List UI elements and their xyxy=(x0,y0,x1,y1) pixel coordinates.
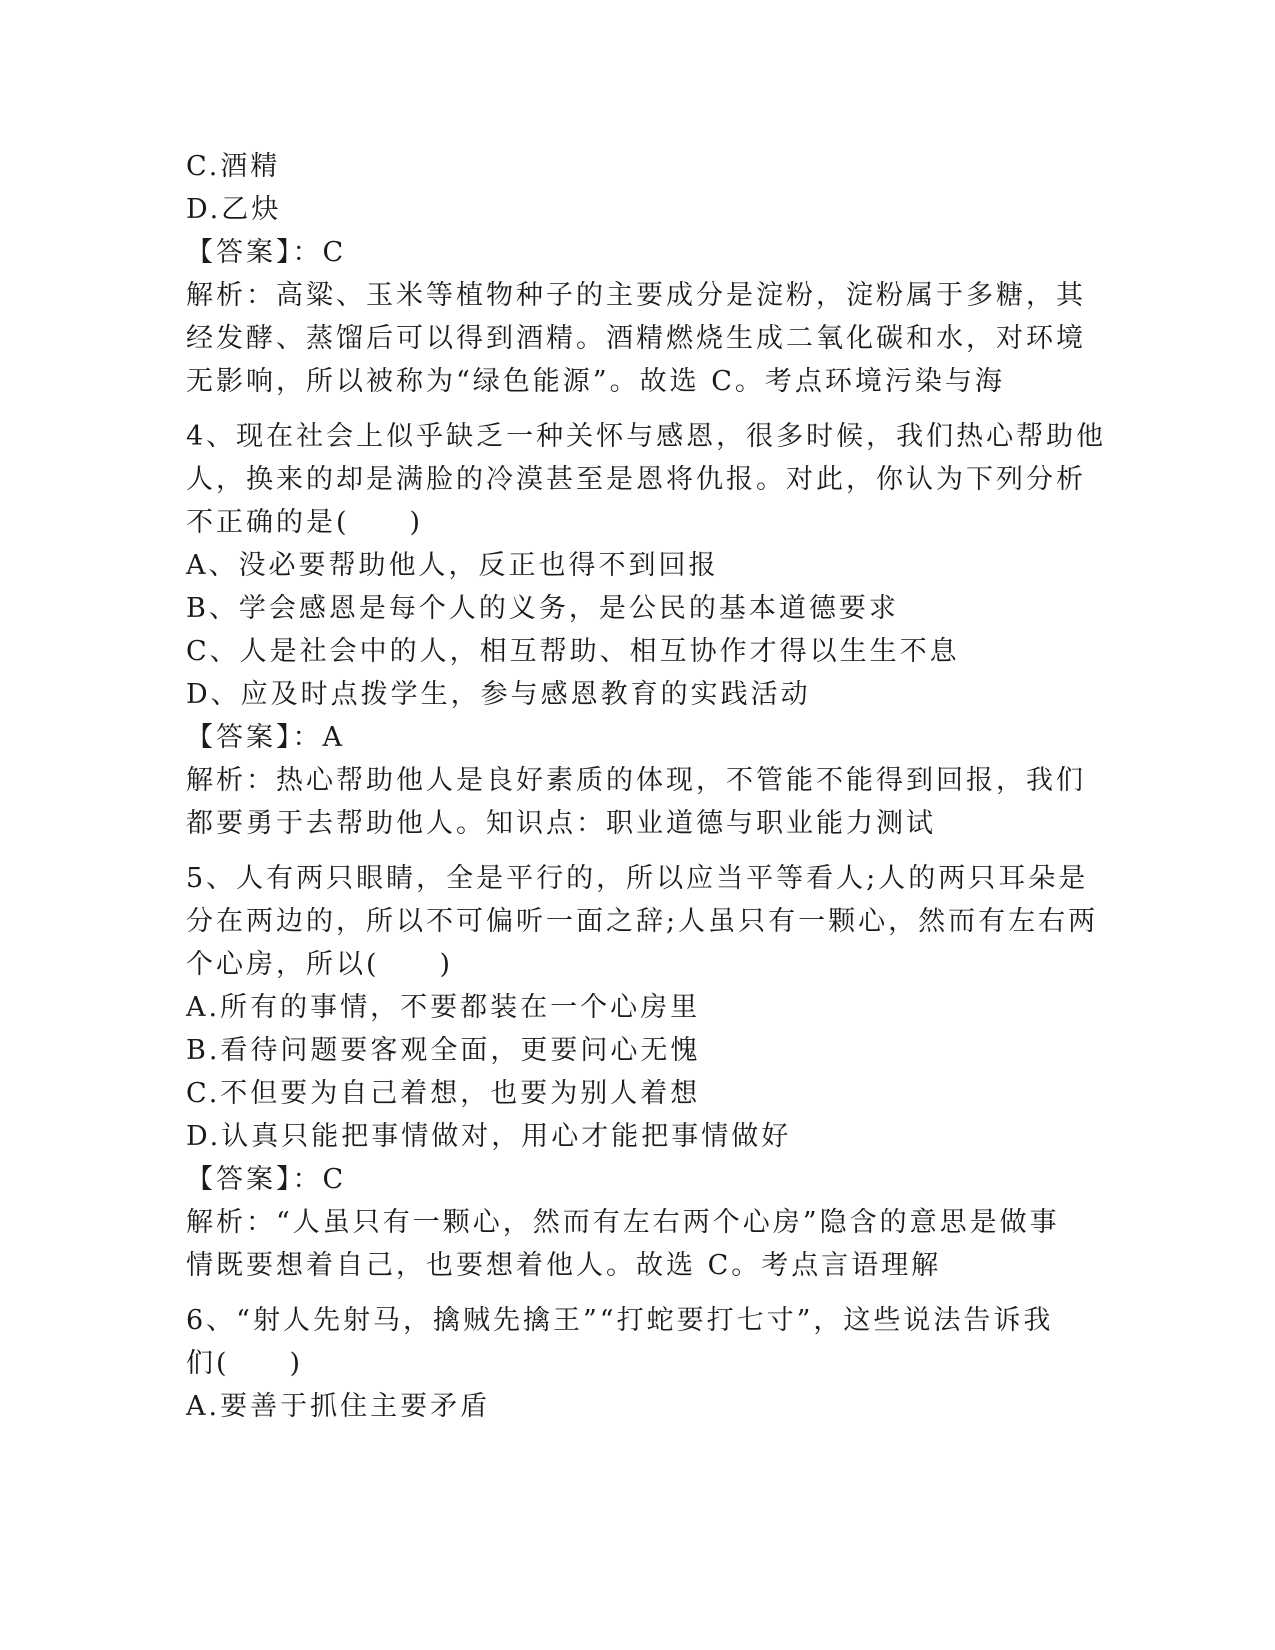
question-stem-line: 个心房，所以( ) xyxy=(186,949,454,980)
answer-line: 【答案】：A xyxy=(186,722,345,753)
option-b: B.看待问题要客观全面，更要问心无愧 xyxy=(186,1035,701,1066)
option-d: D.乙炔 xyxy=(186,194,282,225)
option-a: A.所有的事情，不要都装在一个心房里 xyxy=(186,992,701,1023)
analysis-line: 解析：高粱、玉米等植物种子的主要成分是淀粉，淀粉属于多糖，其 xyxy=(186,280,1086,311)
option-c: C.不但要为自己着想，也要为别人着想 xyxy=(186,1078,701,1109)
analysis-line: 解析：“人虽只有一颗心，然而有左右两个心房”隐含的意思是做事 xyxy=(186,1207,1060,1238)
analysis-line: 经发酵、蒸馏后可以得到酒精。酒精燃烧生成二氧化碳和水，对环境 xyxy=(186,323,1086,354)
question-4 xyxy=(186,415,1107,845)
question-stem-line: 不正确的是( ) xyxy=(186,507,424,538)
document-page xyxy=(186,145,1107,1440)
option-a: A、没必要帮助他人，反正也得不到回报 xyxy=(186,550,719,581)
analysis-line: 无影响，所以被称为“绿色能源”。故选 C。考点环境污染与海 xyxy=(186,366,1005,397)
answer-line: 【答案】：C xyxy=(186,1164,347,1195)
question-5 xyxy=(186,857,1099,1287)
question-stem-line: 们( ) xyxy=(186,1348,304,1379)
question-3-tail xyxy=(186,145,1086,403)
question-6 xyxy=(186,1299,1086,1428)
analysis-line: 解析：热心帮助他人是良好素质的体现，不管能不能得到回报，我们 xyxy=(186,765,1086,796)
analysis-line: 都要勇于去帮助他人。知识点：职业道德与职业能力测试 xyxy=(186,808,936,839)
question-stem-line: 人，换来的却是满脸的冷漠甚至是恩将仇报。对此，你认为下列分析 xyxy=(186,464,1086,495)
question-stem-line: 分在两边的，所以不可偏听一面之辞;人虽只有一颗心，然而有左右两 xyxy=(186,906,1099,937)
option-c: C.酒精 xyxy=(186,151,281,182)
option-d: D、应及时点拨学生，参与感恩教育的实践活动 xyxy=(186,679,811,710)
question-stem-line: 5、人有两只眼睛，全是平行的，所以应当平等看人;人的两只耳朵是 xyxy=(186,863,1089,894)
option-b: B、学会感恩是每个人的义务，是公民的基本道德要求 xyxy=(186,593,899,624)
option-d: D.认真只能把事情做对，用心才能把事情做好 xyxy=(186,1121,792,1152)
question-stem-line: 4、现在社会上似乎缺乏一种关怀与感恩，很多时候，我们热心帮助他 xyxy=(186,421,1107,452)
answer-line: 【答案】：C xyxy=(186,237,347,268)
option-c: C、人是社会中的人，相互帮助、相互协作才得以生生不息 xyxy=(186,636,960,667)
analysis-line: 情既要想着自己，也要想着他人。故选 C。考点言语理解 xyxy=(186,1250,942,1281)
question-stem-line: 6、“射人先射马，擒贼先擒王”“打蛇要打七寸”，这些说法告诉我 xyxy=(186,1305,1054,1336)
option-a: A.要善于抓住主要矛盾 xyxy=(186,1391,491,1422)
